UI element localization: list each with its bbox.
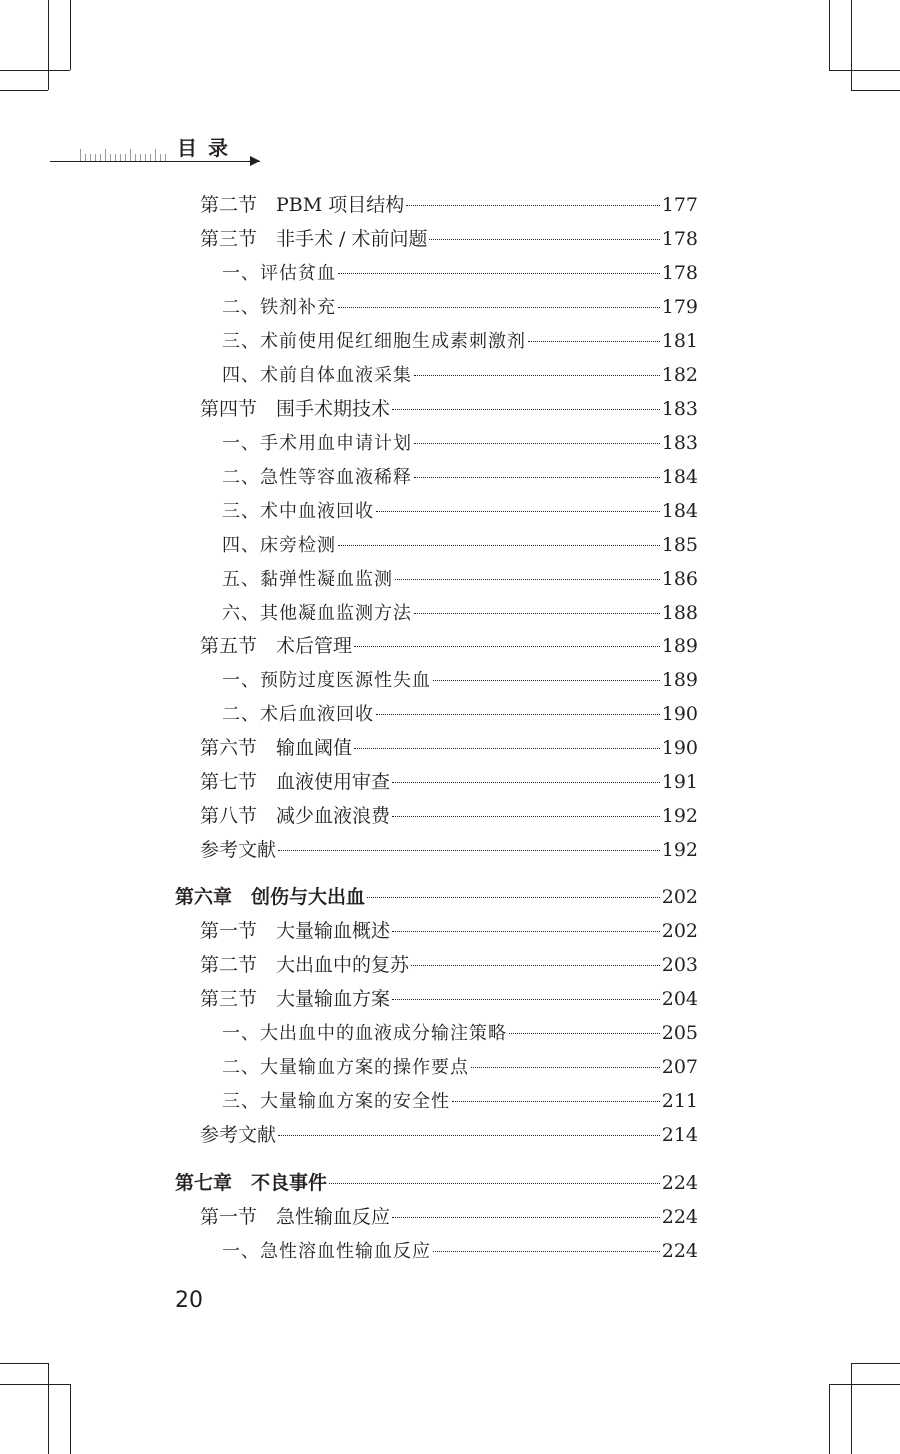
leader-dots — [509, 1032, 660, 1034]
leader-dots — [392, 408, 660, 410]
toc-entry[interactable] — [222, 294, 698, 321]
toc-page: 178 — [661, 228, 698, 250]
toc-entry[interactable] — [222, 464, 698, 491]
toc-label: 二、急性等容血液稀释 — [222, 467, 412, 488]
leader-dots — [392, 930, 660, 932]
toc-entry[interactable] — [222, 667, 698, 694]
toc-entry[interactable] — [200, 633, 698, 659]
toc-chapter[interactable] — [175, 884, 698, 910]
leader-dots — [414, 612, 660, 614]
leader-dots — [433, 1250, 660, 1252]
toc-entry[interactable] — [222, 362, 698, 389]
toc-entry[interactable] — [200, 1122, 698, 1148]
toc-page: 192 — [661, 805, 698, 827]
toc-label: 第一节 急性输血反应 — [200, 1206, 391, 1228]
toc-label: 一、急性溶血性输血反应 — [222, 1241, 431, 1262]
leader-dots — [392, 781, 660, 783]
page-number: 20 — [175, 1288, 203, 1313]
toc-label: 第七节 血液使用审查 — [200, 771, 391, 793]
toc-page: 184 — [661, 466, 698, 488]
toc-label: 一、手术用血申请计划 — [222, 433, 412, 454]
leader-dots — [452, 1100, 660, 1102]
toc-page: 191 — [661, 771, 698, 793]
toc-label: 第二节 大出血中的复苏 — [200, 954, 410, 976]
toc-page: 177 — [661, 194, 698, 216]
toc-entry[interactable] — [200, 803, 698, 829]
toc-page: 203 — [661, 954, 698, 976]
toc-label: 二、铁剂补充 — [222, 297, 336, 318]
leader-dots — [471, 1066, 660, 1068]
toc-page: 204 — [661, 988, 698, 1010]
toc-entry[interactable] — [200, 396, 698, 422]
toc-page: 207 — [661, 1056, 698, 1078]
toc-label: 第五节 术后管理 — [200, 635, 353, 657]
toc-page: 189 — [661, 669, 698, 691]
toc-label: 三、术中血液回收 — [222, 501, 374, 522]
leader-dots — [414, 476, 660, 478]
toc-entry[interactable] — [222, 498, 698, 525]
toc-page: 188 — [661, 602, 698, 624]
toc-label: 一、大出血中的血液成分输注策略 — [222, 1023, 507, 1044]
toc-page: 186 — [661, 568, 698, 590]
leader-dots — [392, 998, 660, 1000]
toc-entry[interactable] — [222, 1238, 698, 1265]
toc-entry[interactable] — [222, 1020, 698, 1047]
toc-label: 四、床旁检测 — [222, 535, 336, 556]
toc-entry[interactable] — [200, 226, 698, 252]
leader-dots — [338, 544, 660, 546]
toc-label: 第六节 输血阈值 — [200, 737, 353, 759]
leader-dots — [329, 1182, 660, 1184]
leader-dots — [392, 1216, 660, 1218]
toc-entry[interactable] — [200, 952, 698, 978]
toc-page: 202 — [661, 886, 698, 908]
leader-dots — [338, 272, 660, 274]
toc-entry[interactable] — [200, 192, 698, 218]
toc-label: 参考文献 — [200, 839, 277, 861]
leader-dots — [354, 747, 660, 749]
leader-dots — [528, 340, 660, 342]
toc-page: 179 — [661, 296, 698, 318]
toc-page: 190 — [661, 737, 698, 759]
toc-label: 三、大量输血方案的安全性 — [222, 1091, 450, 1112]
toc-page: 190 — [661, 703, 698, 725]
leader-dots — [395, 578, 660, 580]
toc-label: 第三节 非手术 / 术前问题 — [200, 228, 428, 250]
toc-label: 四、术前自体血液采集 — [222, 365, 412, 386]
leader-dots — [278, 1134, 660, 1136]
toc-label: 二、大量输血方案的操作要点 — [222, 1057, 469, 1078]
toc-page: 202 — [661, 920, 698, 942]
toc-page: 183 — [661, 398, 698, 420]
leader-dots — [392, 815, 660, 817]
toc-label: 三、术前使用促红细胞生成素刺激剂 — [222, 331, 526, 352]
toc-page: 185 — [661, 534, 698, 556]
toc-label: 一、评估贫血 — [222, 263, 336, 284]
toc-entry[interactable] — [200, 837, 698, 863]
leader-dots — [414, 442, 660, 444]
toc-entry[interactable] — [222, 701, 698, 728]
toc-label: 二、术后血液回收 — [222, 704, 374, 725]
toc-entry[interactable] — [222, 566, 698, 593]
leader-dots — [278, 849, 660, 851]
toc-entry[interactable] — [222, 430, 698, 457]
leader-dots — [429, 238, 659, 240]
toc-entry[interactable] — [200, 986, 698, 1012]
toc-page: 211 — [661, 1090, 698, 1112]
toc-entry[interactable] — [200, 769, 698, 795]
toc-entry[interactable] — [200, 735, 698, 761]
toc-entry[interactable] — [222, 328, 698, 355]
toc-page: 224 — [661, 1206, 698, 1228]
toc-label: 第八节 减少血液浪费 — [200, 805, 391, 827]
toc-page: 205 — [661, 1022, 698, 1044]
leader-dots — [367, 896, 660, 898]
leader-dots — [338, 306, 660, 308]
toc-label: 第六章 创伤与大出血 — [175, 886, 366, 908]
toc-entry[interactable] — [200, 1204, 698, 1230]
toc-page: 189 — [661, 635, 698, 657]
leader-dots — [406, 204, 659, 206]
leader-dots — [411, 964, 660, 966]
toc-page: 214 — [661, 1124, 698, 1146]
toc-page: 192 — [661, 839, 698, 861]
toc-page: 224 — [661, 1172, 698, 1194]
leader-dots — [433, 679, 660, 681]
toc-entry[interactable] — [222, 1054, 698, 1081]
toc-label: 第七章 不良事件 — [175, 1172, 328, 1194]
toc-label: 第四节 围手术期技术 — [200, 398, 391, 420]
leader-dots — [376, 510, 660, 512]
leader-dots — [376, 713, 660, 715]
toc-label: 第一节 大量输血概述 — [200, 920, 391, 942]
toc-entry[interactable] — [222, 260, 698, 287]
toc-label: 第二节 PBM 项目结构 — [200, 194, 405, 216]
toc-page: 178 — [661, 262, 698, 284]
toc-chapter[interactable] — [175, 1170, 698, 1196]
toc-page: 181 — [661, 330, 698, 352]
toc-page: 182 — [661, 364, 698, 386]
toc-entry[interactable] — [222, 532, 698, 559]
toc-label: 一、预防过度医源性失血 — [222, 670, 431, 691]
toc-label: 五、黏弹性凝血监测 — [222, 569, 393, 590]
page-title: 目 录 — [177, 136, 230, 160]
toc-entry[interactable] — [222, 600, 698, 627]
leader-dots — [354, 645, 660, 647]
toc-label: 第三节 大量输血方案 — [200, 988, 391, 1010]
toc-page: 224 — [661, 1240, 698, 1262]
toc-entry[interactable] — [200, 918, 698, 944]
toc-label: 六、其他凝血监测方法 — [222, 603, 412, 624]
toc-page: 184 — [661, 500, 698, 522]
toc-label: 参考文献 — [200, 1124, 277, 1146]
leader-dots — [414, 374, 660, 376]
toc-entry[interactable] — [222, 1088, 698, 1115]
toc-page: 183 — [661, 432, 698, 454]
